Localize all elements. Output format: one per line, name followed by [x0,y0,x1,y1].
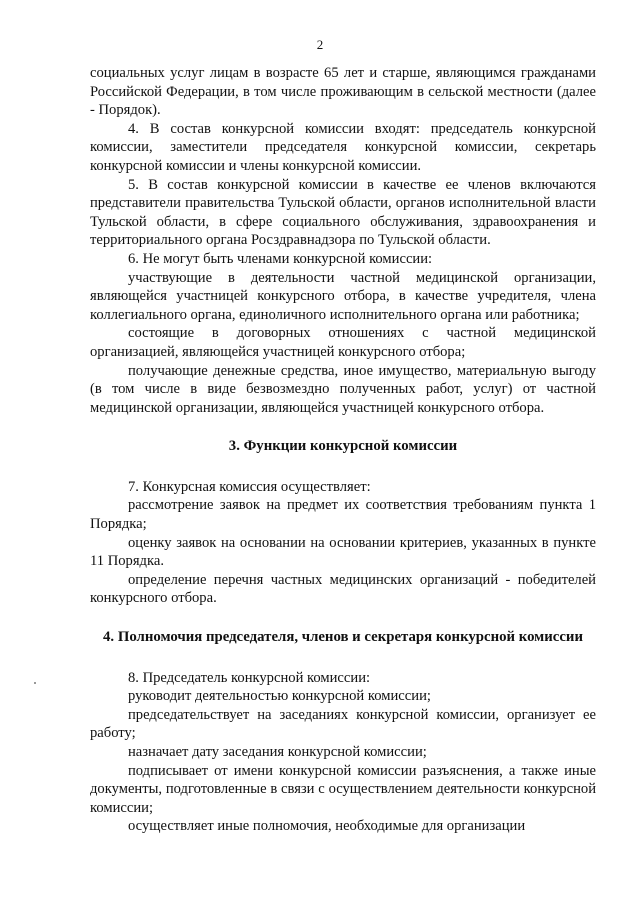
paragraph: руководит деятельностью конкурсной комиссии; [128,688,431,705]
paragraph: определение перечня частных медицинских организаций - победителей конкурсного отбора. [90,571,596,607]
top-paragraphs [90,64,596,417]
section-4-paragraphs [90,669,596,836]
paragraph: 8. Председатель конкурсной комиссии: [128,669,371,686]
document-body [90,64,596,836]
section-heading: 3. Функции конкурсной комиссии [228,438,458,455]
page-number: 2 [316,37,324,52]
paragraph: социальных услуг лицам в возрасте 65 лет и старше, являющимся гражданами Российской Федерации, в том числе проживающим в сельской местности (далее - Порядок). [90,65,596,119]
paragraph: оценку заявок на основании на основании критериев, указанных в пункте 11 Порядка. [90,534,596,570]
paragraph: председательствует на заседаниях конкурсной комиссии, организует ее работу; [90,706,596,742]
paragraph: подписывает от имени конкурсной комиссии разъяснения, а также иные документы, подготовленные в связи с осуществлением деятельности конкурсной комиссии; [90,762,596,816]
margin-mark [34,682,36,684]
section-3-paragraphs [90,478,596,608]
paragraph: участвующие в деятельности частной медицинской организации, являющейся участницей конкурсного отбора, в качестве учредителя, члена коллегиального органа, единоличного исполнительного органа или работника; [90,269,596,323]
paragraph: 7. Конкурсная комиссия осуществляет: [128,478,371,495]
paragraph: рассмотрение заявок на предмет их соответствия требованиям пункта 1 Порядка; [90,497,596,533]
paragraph: осуществляет иные полномочия, необходимые для организации [128,818,526,835]
section-heading: 4. Полномочия председателя, членов и секретаря конкурсной комиссии [103,629,583,646]
paragraph: 5. В состав конкурсной комиссии в качестве ее членов включаются представители правительства Тульской области, органов исполнительной власти Тульской области, в сфере социального обслуживания, здравоохранения и территориального органа Росздравнадзора по Тульской области. [90,176,596,249]
paragraph: состоящие в договорных отношениях с частной медицинской организацией, являющейся участницей конкурсного отбора; [90,325,596,360]
paragraph: 6. Не могут быть членами конкурсной комиссии: [128,250,433,267]
paragraph: 4. В состав конкурсной комиссии входят: председатель конкурсной комиссии, заместители председателя конкурсной комиссии, секретарь конкурсной комиссии и члены конкурсной комиссии. [90,120,596,174]
paragraph: получающие денежные средства, иное имущество, материальную выгоду (в том числе в виде безвозмездно полученных работ, услуг) от частной медицинской организации, являющейся участницей конкурсного отбора. [90,362,596,416]
paragraph: назначает дату заседания конкурсной комиссии; [128,744,427,760]
